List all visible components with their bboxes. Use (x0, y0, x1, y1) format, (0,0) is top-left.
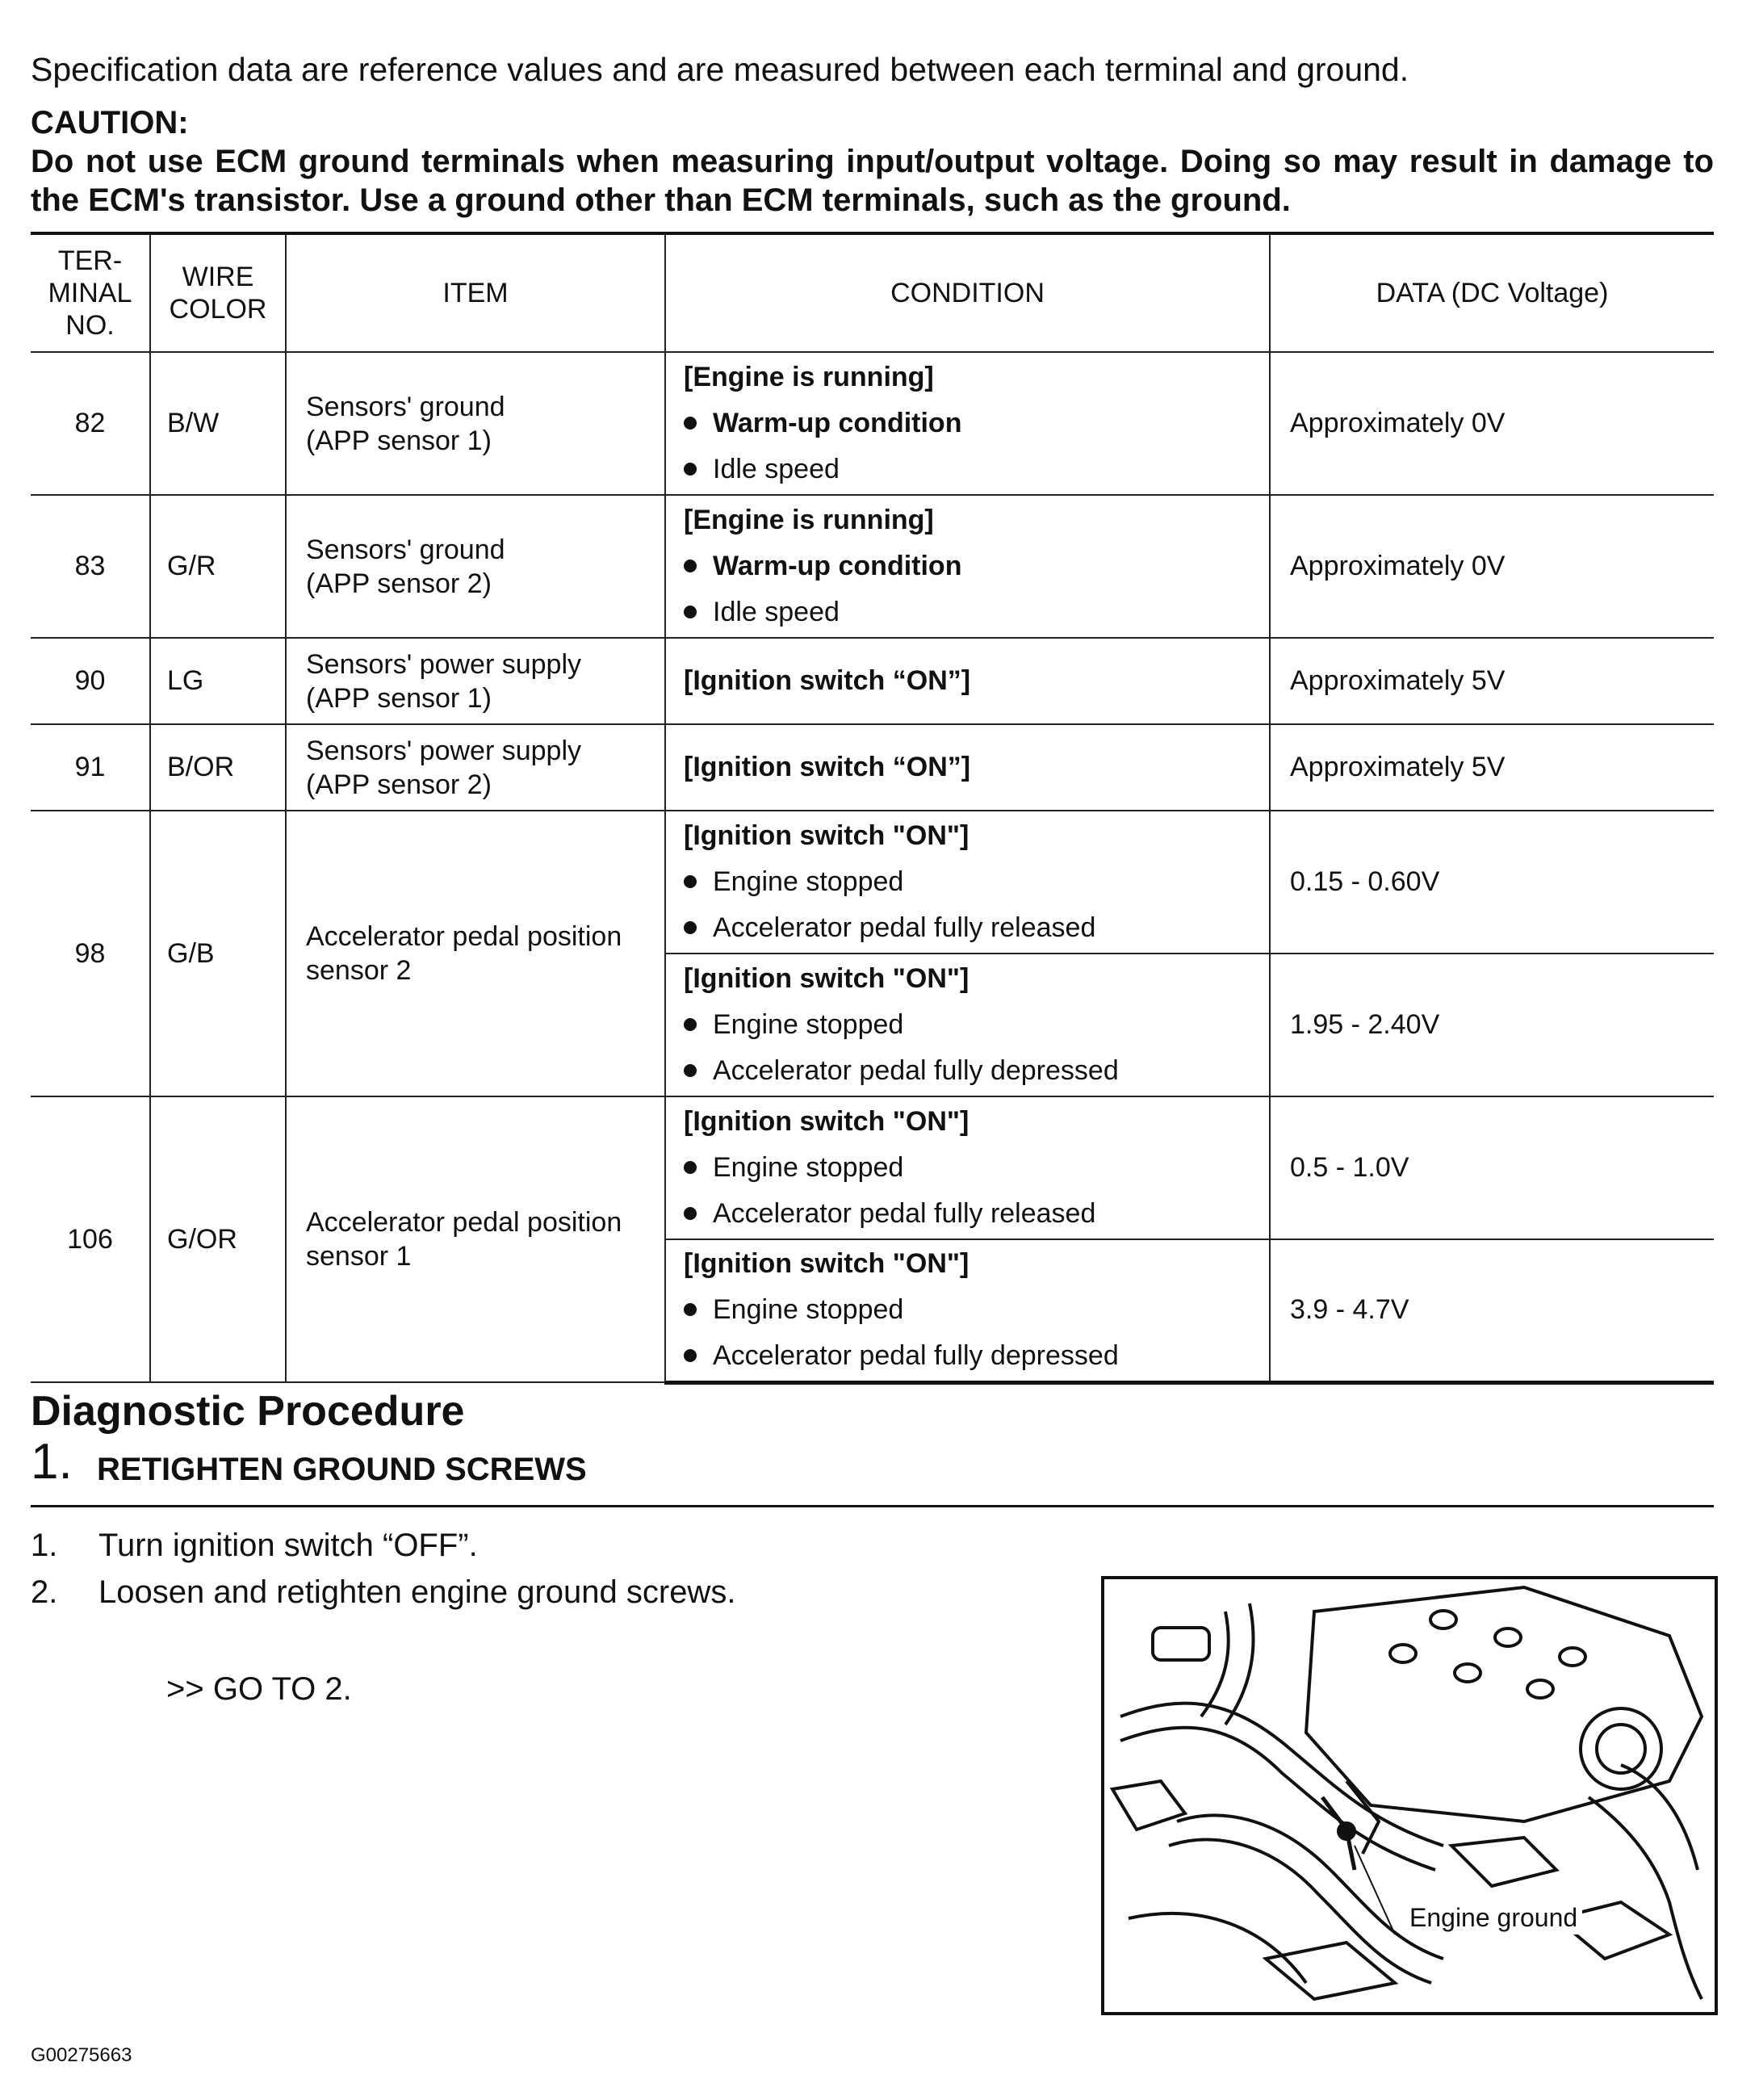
wire-color-cell: G/OR (150, 1096, 286, 1382)
bullet-icon (684, 463, 697, 476)
bullet-icon (684, 875, 697, 888)
engine-ground-illustration (1101, 1576, 1718, 2015)
bullet-icon (684, 1303, 697, 1316)
bullet-icon (684, 921, 697, 934)
condition-bullet: Engine stopped (684, 1145, 1268, 1191)
item-cell: Sensors' power supply (APP sensor 2) (286, 724, 665, 811)
item-cell: Accelerator pedal position sensor 1 (286, 1096, 665, 1382)
caution-label: CAUTION: (31, 105, 189, 140)
terminal-no-cell: 98 (31, 811, 150, 1096)
condition-cell (665, 638, 1270, 724)
condition-bullet: Idle speed (684, 589, 1268, 635)
condition-cell (665, 724, 1270, 811)
data-voltage-cell: Approximately 0V (1270, 352, 1714, 495)
item-cell: Accelerator pedal position sensor 2 (286, 811, 665, 1096)
header-condition: CONDITION (665, 233, 1270, 352)
condition-heading: [Ignition switch "ON"] (684, 820, 970, 851)
data-voltage-cell: 0.15 - 0.60V (1270, 811, 1714, 954)
table-row (31, 811, 1714, 954)
condition-heading: [Engine is running] (684, 362, 934, 392)
data-voltage-cell: 1.95 - 2.40V (1270, 954, 1714, 1096)
header-terminal-no: TER- MINAL NO. (31, 233, 150, 352)
table-row (31, 352, 1714, 495)
header-item: ITEM (286, 233, 665, 352)
condition-cell (665, 811, 1270, 954)
diagnostic-procedure-title: Diagnostic Procedure (31, 1388, 465, 1435)
data-voltage-cell: 3.9 - 4.7V (1270, 1239, 1714, 1382)
condition-cell (665, 954, 1270, 1096)
header-data: DATA (DC Voltage) (1270, 233, 1714, 352)
bullet-icon (684, 560, 697, 572)
data-voltage-cell: Approximately 0V (1270, 495, 1714, 638)
list-item: 2. Loosen and retighten engine ground screws. (31, 1574, 736, 1610)
goto-instruction: >> GO TO 2. (166, 1671, 352, 1707)
condition-bullet: Idle speed (684, 446, 1268, 493)
condition-bullet: Accelerator pedal fully depressed (684, 1048, 1268, 1094)
bullet-icon (684, 1161, 697, 1174)
condition-bullet: Engine stopped (684, 1287, 1268, 1333)
wire-color-cell: LG (150, 638, 286, 724)
bullet-icon (684, 417, 697, 430)
terminal-no-cell: 90 (31, 638, 150, 724)
item-cell: Sensors' ground (APP sensor 2) (286, 495, 665, 638)
intro-text: Specification data are reference values and are measured between each terminal and ground. (31, 51, 1409, 88)
data-voltage-cell: Approximately 5V (1270, 638, 1714, 724)
bullet-icon (684, 1349, 697, 1362)
table-row (31, 1096, 1714, 1239)
terminal-no-cell: 91 (31, 724, 150, 811)
wire-color-cell: B/OR (150, 724, 286, 811)
condition-cell (665, 1096, 1270, 1239)
table-row (31, 495, 1714, 638)
figure-id: G00275663 (31, 2044, 132, 2066)
figure-label-engine-ground: Engine ground (1405, 1901, 1582, 1934)
condition-heading: [Ignition switch "ON"] (684, 963, 970, 994)
table-row (31, 724, 1714, 811)
condition-bullet: Accelerator pedal fully released (684, 905, 1268, 951)
condition-heading: [Engine is running] (684, 505, 934, 535)
header-wire-color: WIRE COLOR (150, 233, 286, 352)
data-voltage-cell: Approximately 5V (1270, 724, 1714, 811)
divider (31, 1505, 1714, 1507)
terminal-no-cell: 82 (31, 352, 150, 495)
condition-heading: [Ignition switch "ON"] (684, 1248, 970, 1280)
condition-bullet: Accelerator pedal fully depressed (684, 1333, 1268, 1379)
terminal-no-cell: 83 (31, 495, 150, 638)
wire-color-cell: G/B (150, 811, 286, 1096)
condition-heading: [Ignition switch “ON”] (684, 752, 971, 782)
data-voltage-cell: 0.5 - 1.0V (1270, 1096, 1714, 1239)
terminal-no-cell: 106 (31, 1096, 150, 1382)
terminal-spec-table (31, 232, 1714, 1385)
condition-bullet: Accelerator pedal fully released (684, 1191, 1268, 1237)
bullet-icon (684, 606, 697, 618)
condition-heading: [Ignition switch “ON”] (684, 665, 971, 696)
bullet-icon (684, 1018, 697, 1031)
engine-illustration-drawing (1104, 1579, 1715, 2012)
step-number: 1. (31, 1434, 73, 1490)
bullet-icon (684, 1207, 697, 1220)
wire-color-cell: B/W (150, 352, 286, 495)
item-cell: Sensors' power supply (APP sensor 1) (286, 638, 665, 724)
bullet-icon (684, 1064, 697, 1077)
condition-cell (665, 352, 1270, 495)
condition-bullet: Warm-up condition (684, 543, 1268, 589)
wire-color-cell: G/R (150, 495, 286, 638)
condition-bullet: Engine stopped (684, 859, 1268, 905)
step-title: RETIGHTEN GROUND SCREWS (97, 1452, 587, 1487)
condition-bullet: Warm-up condition (684, 400, 1268, 446)
condition-heading: [Ignition switch "ON"] (684, 1106, 970, 1137)
condition-cell (665, 495, 1270, 638)
list-item: 1. Turn ignition switch “OFF”. (31, 1528, 478, 1563)
condition-bullet: Engine stopped (684, 1002, 1268, 1048)
condition-cell (665, 1239, 1270, 1382)
caution-text: Do not use ECM ground terminals when measuring input/output voltage. Doing so may result in damage to the ECM's transistor. Use a ground other than ECM terminals, such as the ground. (31, 144, 1714, 218)
item-cell: Sensors' ground (APP sensor 1) (286, 352, 665, 495)
table-row (31, 638, 1714, 724)
